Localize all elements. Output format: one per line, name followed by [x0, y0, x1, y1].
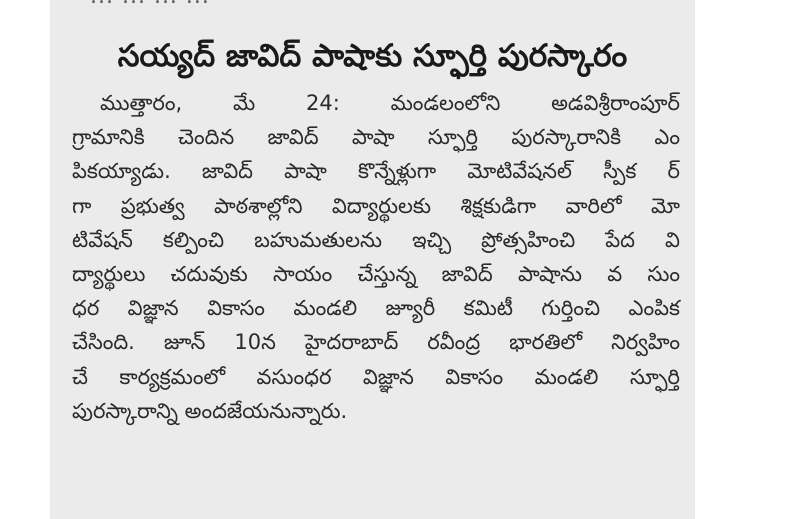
article-body: [72, 86, 680, 428]
newspaper-clipping: [50, 0, 695, 519]
article-line: పికయ్యాడు. జావిద్ పాషా కొన్నేళ్లుగా మోటివేషనల్ స్పీక ర్: [72, 159, 680, 184]
article-line: ధర విజ్ఞాన వికాసం మండలి జ్యూరీ కమిటీ గుర్తించి ఎంపిక: [72, 296, 680, 321]
article-line: టివేషన్ కల్పించి బహుమతులను ఇచ్చి ప్రోత్సహించి పేద వి: [72, 227, 680, 252]
article-line: పురస్కారాన్ని అందజేయనున్నారు.: [72, 398, 348, 423]
article-line: గ్రామానికి చెందిన జావిద్ పాషా స్ఫూర్తి పురస్కారానికి ఎం: [72, 125, 680, 150]
article-headline: సయ్యద్ జావిద్ పాషాకు స్ఫూర్తి పురస్కారం: [117, 38, 628, 74]
cut-off-previous-text: [50, 0, 695, 10]
article-line: ముత్తారం, మే 24: మండలంలోని అడవిశ్రీరాంపూర్: [100, 91, 680, 115]
article-line: చేసింది. జూన్ 10న హైదరాబాద్ రవీంద్ర భారతిలో నిర్వహిం: [72, 330, 680, 355]
article-line: ద్యార్థులు చదువుకు సాయం చేస్తున్న జావిద్ పాషాను వ సుం: [72, 261, 680, 286]
article-line: గా ప్రభుత్వ పాఠశాల్లోని విద్యార్థులకు శిక్షకుడిగా వారిలో మో: [72, 193, 680, 218]
article-line: చే కార్యక్రమంలో వసుంధర విజ్ఞాన వికాసం మండలి స్ఫూర్తి: [72, 364, 680, 389]
